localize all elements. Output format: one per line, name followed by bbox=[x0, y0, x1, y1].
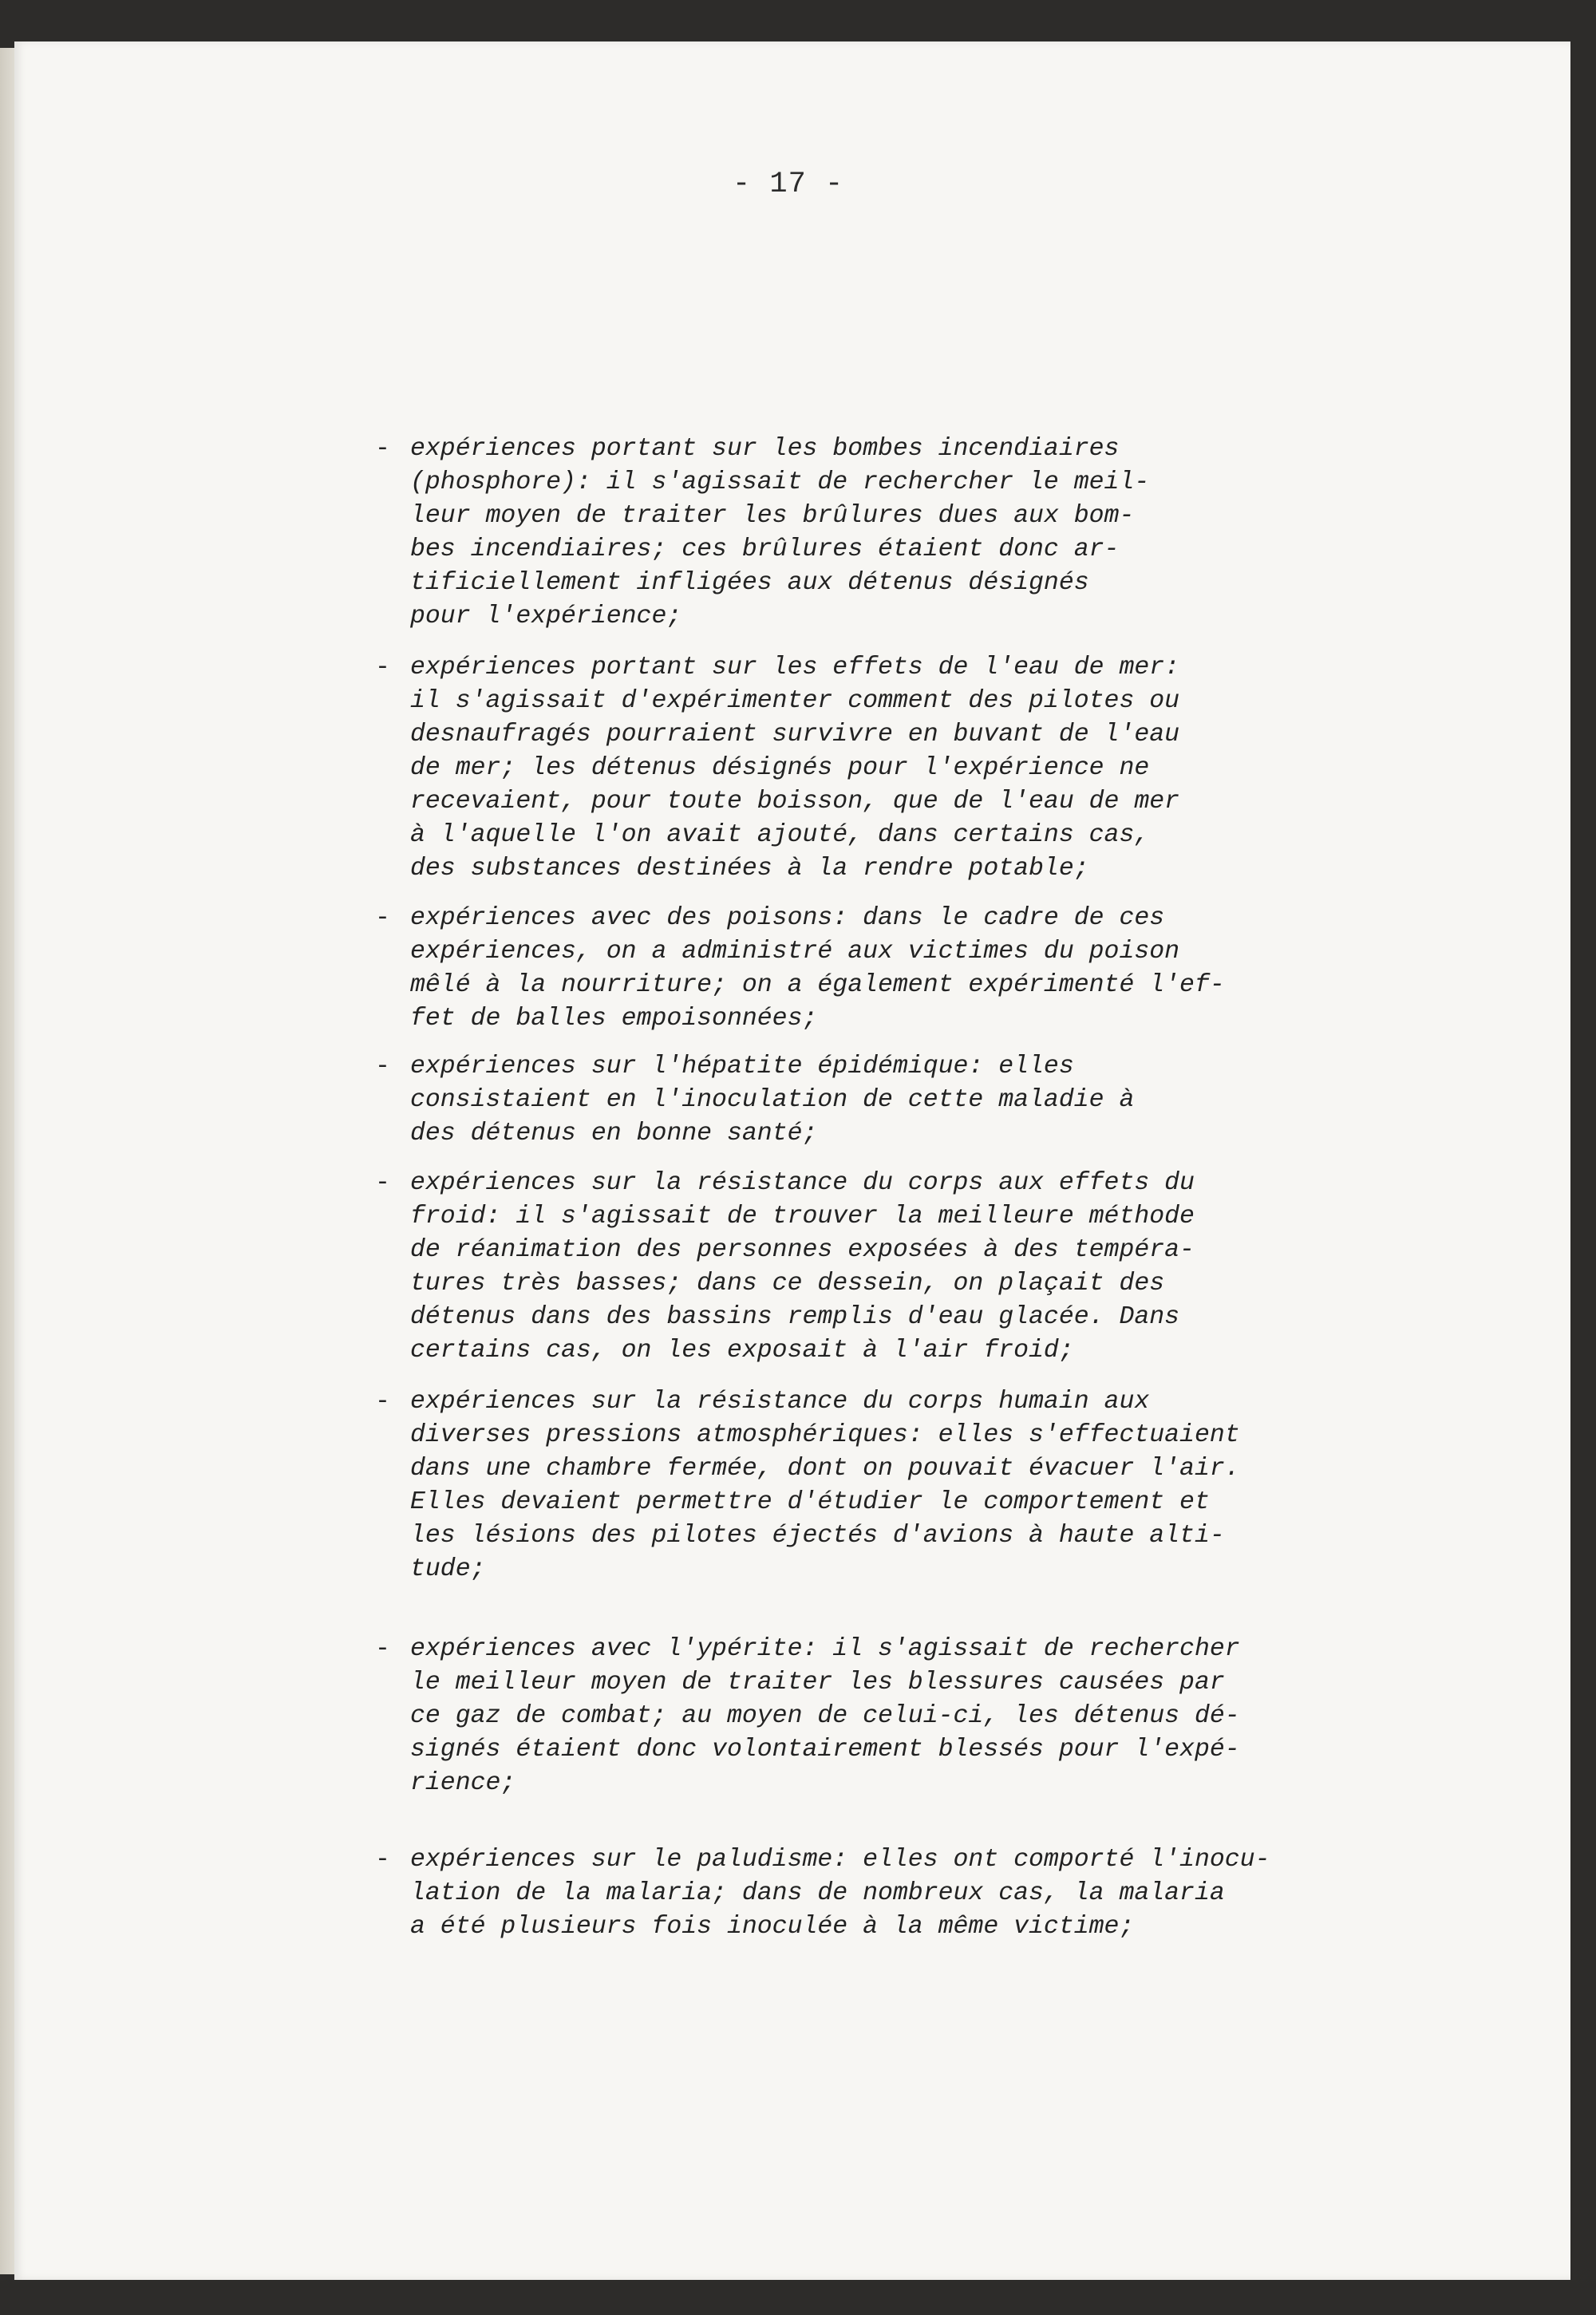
text-line: froid: il s'agissait de trouver la meilleure méthode bbox=[410, 1203, 1195, 1231]
text-line: bes incendiaires; ces brûlures étaient donc ar- bbox=[410, 535, 1120, 563]
list-bullet: - bbox=[375, 654, 390, 681]
text-line: expériences portant sur les bombes incendiaires bbox=[410, 435, 1120, 463]
list-item bbox=[375, 1843, 1293, 1944]
text-line: consistaient en l'inoculation de cette maladie à bbox=[410, 1086, 1135, 1114]
list-item bbox=[375, 1050, 1293, 1151]
list-item bbox=[375, 902, 1293, 1036]
list-bullet: - bbox=[375, 1635, 390, 1663]
list-bullet: - bbox=[375, 1053, 390, 1080]
text-line: certains cas, on les exposait à l'air froid; bbox=[410, 1337, 1074, 1365]
list-bullet: - bbox=[375, 435, 390, 463]
text-line: lation de la malaria; dans de nombreux cas, la malaria bbox=[410, 1879, 1225, 1907]
text-line: expériences sur la résistance du corps aux effets du bbox=[410, 1169, 1195, 1197]
text-line: recevaient, pour toute boisson, que de l'eau de mer bbox=[410, 788, 1180, 816]
document-page bbox=[14, 41, 1570, 2280]
page-number: - 17 - bbox=[733, 168, 844, 201]
list-item bbox=[375, 1167, 1293, 1368]
text-line: les lésions des pilotes éjectés d'avions à haute alti- bbox=[410, 1522, 1225, 1550]
list-bullet: - bbox=[375, 1388, 390, 1416]
experiments-list bbox=[375, 433, 1293, 1944]
text-line: fet de balles empoisonnées; bbox=[410, 1005, 818, 1033]
text-line: il s'agissait d'expérimenter comment des pilotes ou bbox=[410, 687, 1180, 715]
text-line: expériences sur la résistance du corps humain aux bbox=[410, 1388, 1150, 1416]
text-line: expériences sur l'hépatite épidémique: elles bbox=[410, 1053, 1074, 1080]
list-item bbox=[375, 433, 1293, 634]
text-line: signés étaient donc volontairement blessés pour l'expé- bbox=[410, 1736, 1240, 1764]
text-line: dans une chambre fermée, dont on pouvait évacuer l'air. bbox=[410, 1455, 1240, 1483]
text-line: rience; bbox=[410, 1769, 516, 1797]
text-line: détenus dans des bassins remplis d'eau glacée. Dans bbox=[410, 1303, 1180, 1331]
list-bullet: - bbox=[375, 1846, 390, 1874]
text-line: Elles devaient permettre d'étudier le comportement et bbox=[410, 1488, 1210, 1516]
text-line: expériences avec des poisons: dans le cadre de ces bbox=[410, 904, 1165, 932]
list-item bbox=[375, 1633, 1293, 1800]
list-item bbox=[375, 1385, 1293, 1586]
text-line: ce gaz de combat; au moyen de celui-ci, les détenus dé- bbox=[410, 1702, 1240, 1730]
text-line: (phosphore): il s'agissait de rechercher le meil- bbox=[410, 468, 1150, 496]
text-line: diverses pressions atmosphériques: elles s'effectuaient bbox=[410, 1421, 1240, 1449]
text-line: mêlé à la nourriture; on a également expérimenté l'ef- bbox=[410, 971, 1225, 999]
text-line: expériences, on a administré aux victimes du poison bbox=[410, 938, 1180, 966]
text-line: tude; bbox=[410, 1555, 486, 1583]
text-line: des détenus en bonne santé; bbox=[410, 1120, 818, 1148]
text-line: tures très basses; dans ce dessein, on plaçait des bbox=[410, 1270, 1165, 1298]
text-line: a été plusieurs fois inoculée à la même victime; bbox=[410, 1913, 1135, 1941]
text-line: des substances destinées à la rendre potable; bbox=[410, 855, 1089, 883]
text-line: desnaufragés pourraient survivre en buvant de l'eau bbox=[410, 721, 1180, 749]
text-line: le meilleur moyen de traiter les blessures causées par bbox=[410, 1669, 1225, 1697]
text-line: à l'aquelle l'on avait ajouté, dans certains cas, bbox=[410, 821, 1150, 849]
text-line: leur moyen de traiter les brûlures dues aux bom- bbox=[410, 502, 1135, 530]
text-line: de mer; les détenus désignés pour l'expérience ne bbox=[410, 754, 1150, 782]
text-line: de réanimation des personnes exposées à des tempéra- bbox=[410, 1236, 1195, 1264]
list-bullet: - bbox=[375, 1169, 390, 1197]
text-line: expériences portant sur les effets de l'eau de mer: bbox=[410, 654, 1180, 681]
list-item bbox=[375, 651, 1293, 886]
text-line: expériences sur le paludisme: elles ont comporté l'inocu- bbox=[410, 1846, 1270, 1874]
text-line: expériences avec l'ypérite: il s'agissait de rechercher bbox=[410, 1635, 1240, 1663]
list-bullet: - bbox=[375, 904, 390, 932]
text-line: tificiellement infligées aux détenus désignés bbox=[410, 569, 1089, 597]
text-line: pour l'expérience; bbox=[410, 602, 682, 630]
